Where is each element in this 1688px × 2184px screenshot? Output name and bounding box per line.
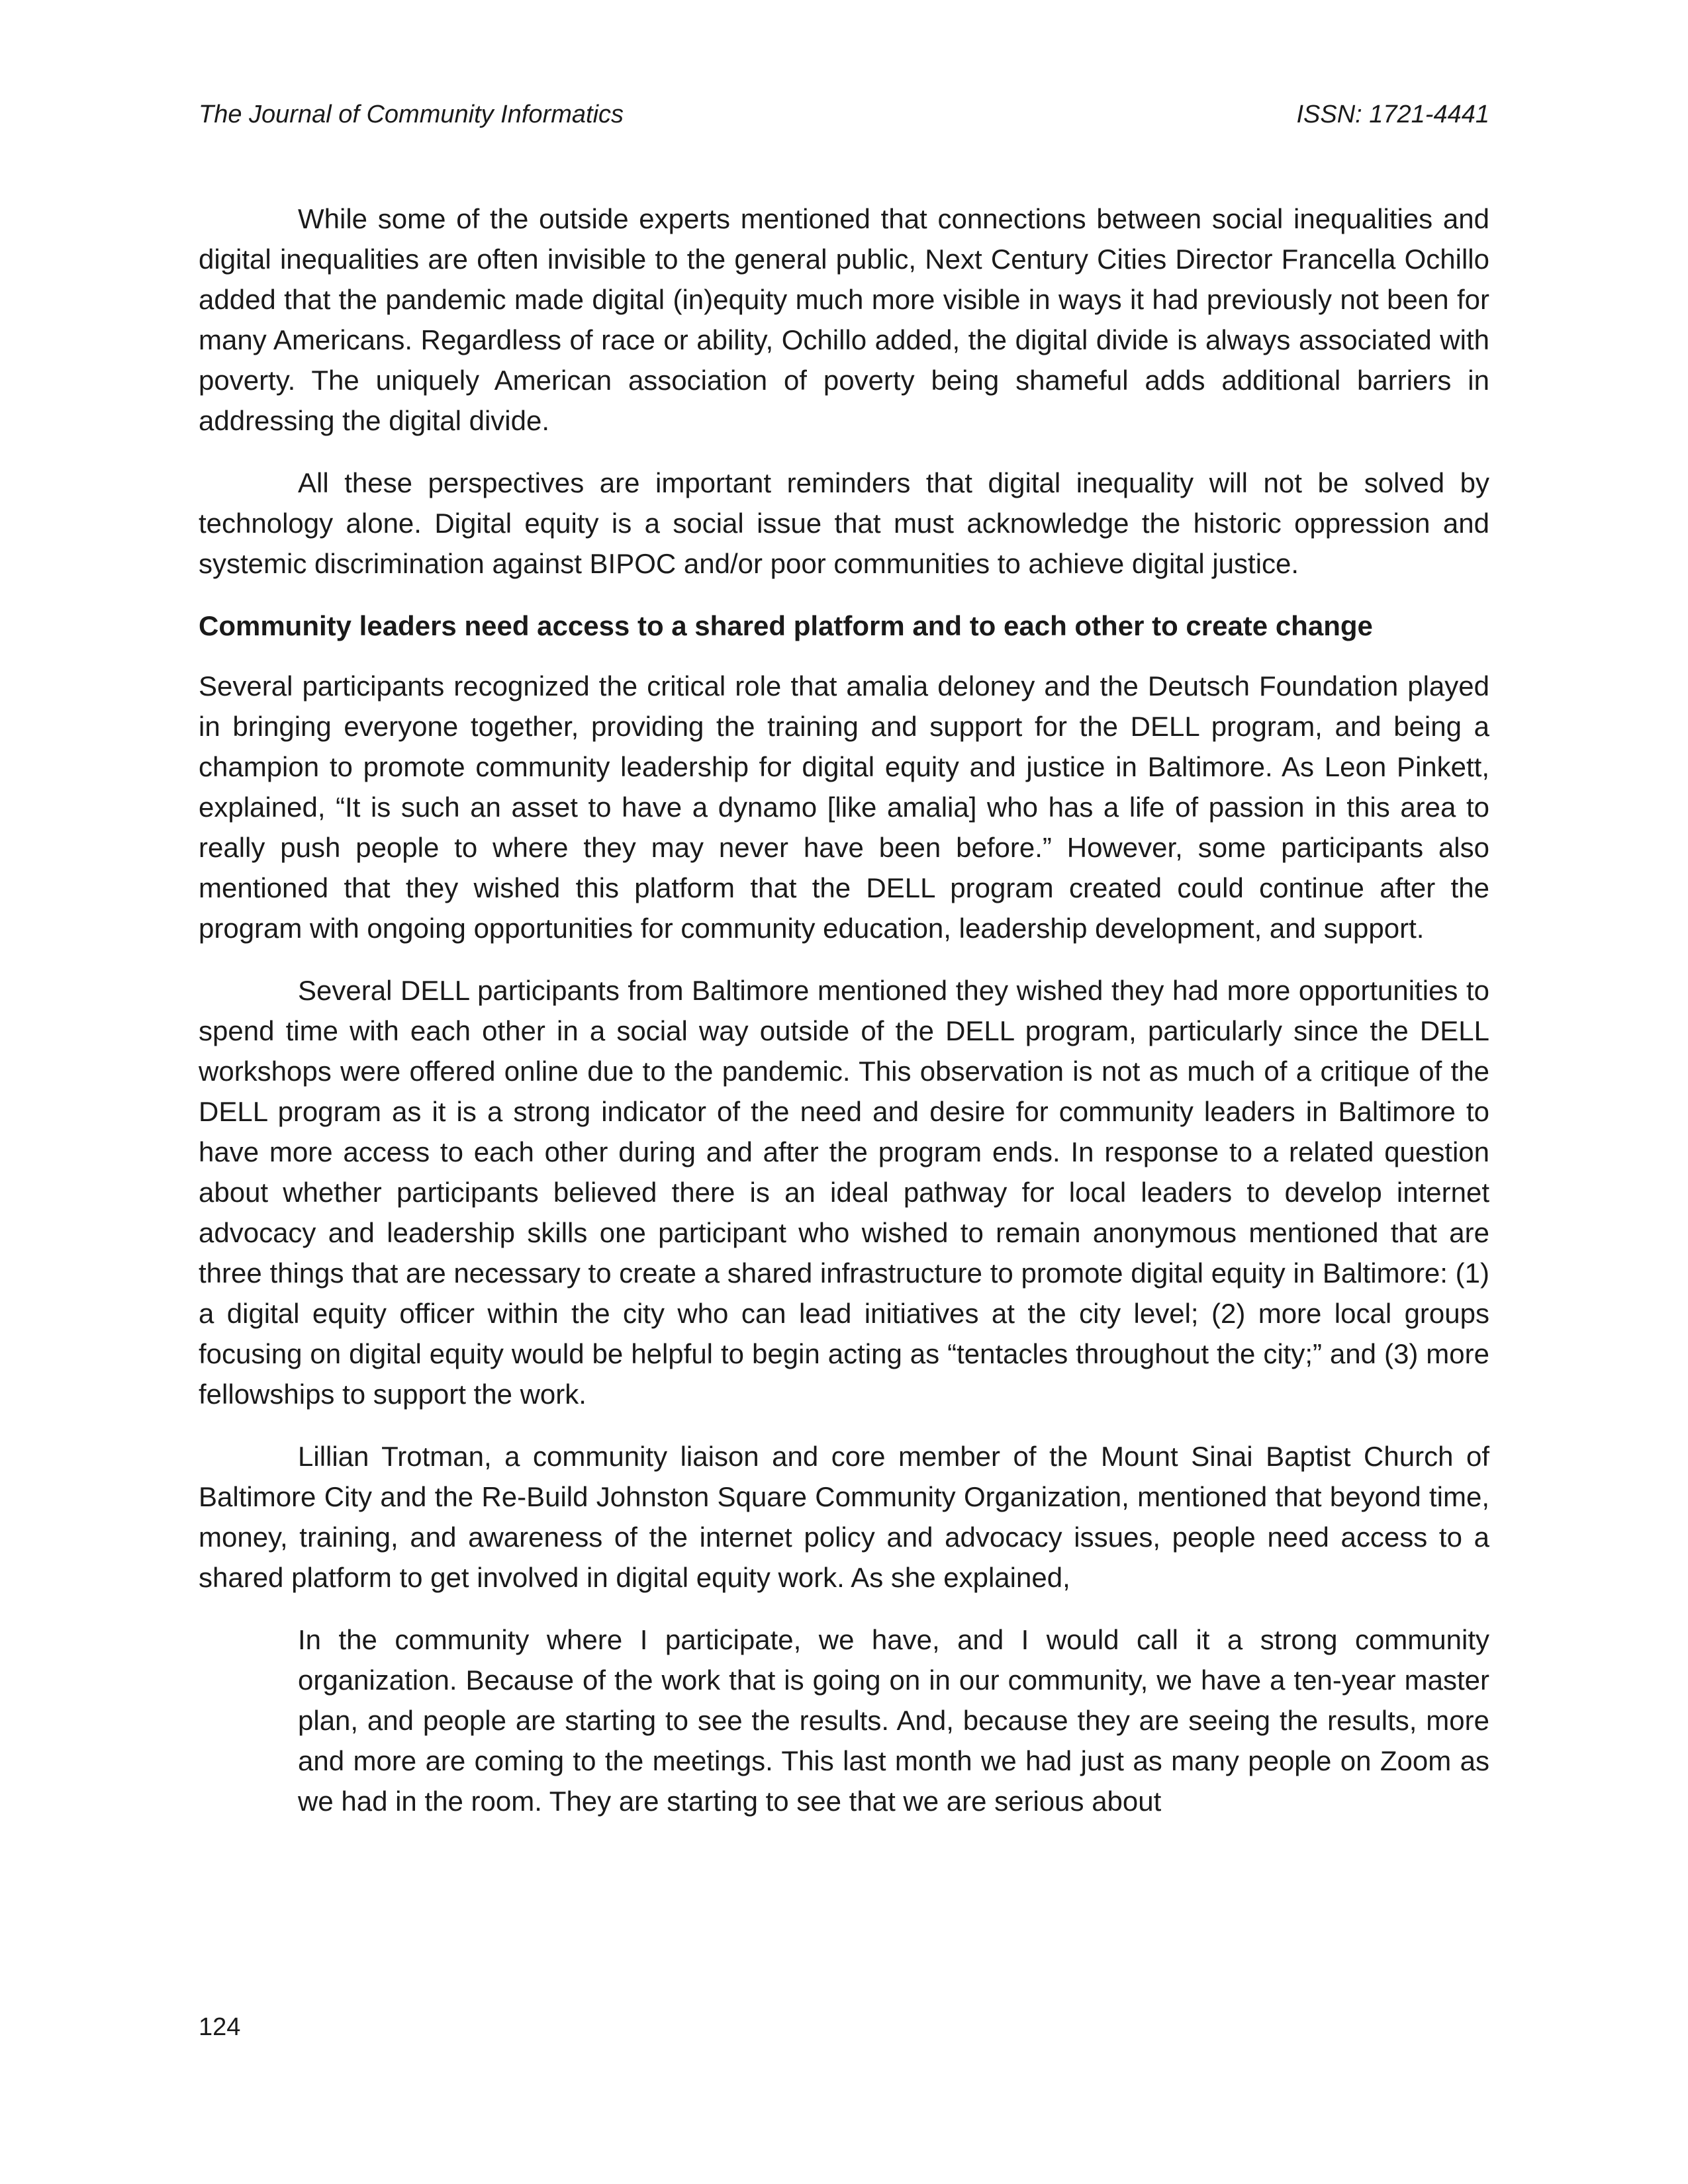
page-number: 124 (199, 2013, 241, 2041)
paragraph-5: Lillian Trotman, a community liaison and core member of the Mount Sinai Baptist Church of Baltimore City and the Re-Build Johnston Square Community Organization, mentioned that beyond time, money, training, and awareness of the internet policy and advocacy issues, people need access to a shared platform to get involved in digital equity work. As she explained, (199, 1441, 1489, 1593)
issn-label: ISSN: 1721-4441 (1296, 101, 1489, 128)
block-quote-text: In the community where I participate, we have, and I would call it a strong community organization. Because of the work that is going on in our community, we have a ten-year master plan, and people are starting to see the results. And, because they are seeing the results, more and more are coming to the meetings. This last month we had just as many people on Zoom as we had in the room. They are starting to see that we are serious about (298, 1624, 1489, 1817)
paragraph-4: Several DELL participants from Baltimore mentioned they wished they had more opportunities to spend time with each other in a social way outside of the DELL program, particularly since the DELL workshops were offered online due to the pandemic. This observation is not as much of a critique of the DELL program as it is a strong indicator of the need and desire for community leaders in Baltimore to have more access to each other during and after the program ends. In response to a related question about whether participants believed there is an ideal pathway for local leaders to develop internet advocacy and leadership skills one participant who wished to remain anonymous mentioned that are three things that are necessary to create a shared infrastructure to promote digital equity in Baltimore: (1) a digital equity officer within the city who can lead initiatives at the city level; (2) more local groups focusing on digital equity would be helpful to begin acting as “tentacles throughout the city;” and (3) more fellowships to support the work. (199, 975, 1489, 1410)
journal-title: The Journal of Community Informatics (199, 101, 624, 128)
paragraph-1: While some of the outside experts mentioned that connections between social inequalities and digital inequalities are often invisible to the general public, Next Century Cities Director Francella Ochillo added that the pandemic made digital (in)equity much more visible in ways it had previously not been for many Americans. Regardless of race or ability, Ochillo added, the digital divide is always associated with poverty. The uniquely American association of poverty being shameful adds additional barriers in addressing the digital divide. (199, 203, 1489, 436)
section-heading: Community leaders need access to a shared platform and to each other to create change (199, 610, 1373, 641)
running-header (199, 99, 1489, 130)
paragraph-3: Several participants recognized the critical role that amalia deloney and the Deutsch Foundation played in bringing everyone together, providing the training and support for the DELL program, and being a champion to promote community leadership for digital equity and justice in Baltimore. As Leon Pinkett, explained, “It is such an asset to have a dynamo [like amalia] who has a life of passion in this area to really push people to where they may never have been before.” However, some participants also mentioned that they wished this platform that the DELL program created could continue after the program with ongoing opportunities for community education, leadership development, and support. (199, 670, 1489, 944)
article-body (199, 199, 1489, 1821)
paragraph-2: All these perspectives are important reminders that digital inequality will not be solved by technology alone. Digital equity is a social issue that must acknowledge the historic oppression and systemic discrimination against BIPOC and/or poor communities to achieve digital justice. (199, 467, 1489, 579)
block-quote (298, 1619, 1489, 1821)
